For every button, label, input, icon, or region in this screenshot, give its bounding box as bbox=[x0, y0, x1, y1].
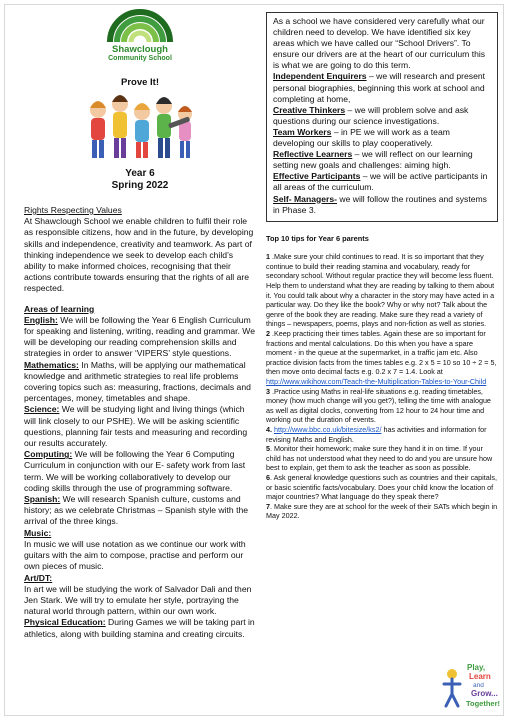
tip-item bbox=[266, 329, 498, 387]
area-text: In Maths, will be applying our mathematical knowledge and arithmetic strategies to real life problems covering topics such as: measuring, fractions, decimals and percentages, money, timetables and shape. bbox=[24, 359, 251, 404]
tip-item bbox=[266, 252, 498, 329]
driver-label: Reflective Learners bbox=[273, 149, 353, 160]
driver-text: – we will be active participants in all areas of the curriculum. bbox=[273, 171, 488, 193]
play-logo-line1: Play, bbox=[467, 663, 486, 672]
area-text: We will be studying light and living things (which will link closely to our PSHE). We will be asking scientific questions, planning fair tests and measuring and recording our results accurately. bbox=[24, 404, 248, 449]
area-text: We will be following the Year 6 Computing Curriculum in conjunction with our E- safety work from last term. We will be working collaboratively to develop our coding skills through the use of programming software. bbox=[24, 449, 246, 493]
tip-number: 7 bbox=[266, 501, 270, 511]
area-pe bbox=[24, 617, 256, 639]
school-name: Shawclough bbox=[112, 44, 168, 56]
art-text: In art we will be studying the work of Salvador Dali and then Jen Stark. We will try to emulate her style, portraying the natural world through pattern, within our own work. bbox=[24, 583, 252, 617]
area-text: During Games we will be taking part in athletics, along with building stamina and creating circuits. bbox=[24, 617, 255, 639]
school-logo bbox=[105, 8, 175, 64]
school-motto: Prove It! bbox=[120, 77, 159, 88]
driver-text: – we will problem solve and ask questions during our science investigations. bbox=[273, 104, 469, 126]
term-label: Spring 2022 bbox=[111, 180, 169, 191]
driver-item bbox=[273, 194, 491, 216]
tip-number: 6 bbox=[266, 472, 270, 482]
children-illustration-icon bbox=[84, 90, 198, 164]
tip-item bbox=[266, 473, 498, 502]
tip-number: 5 bbox=[266, 444, 270, 454]
year-heading bbox=[24, 168, 256, 192]
area-label: Science: bbox=[24, 404, 60, 415]
music-heading: Music: bbox=[24, 527, 52, 538]
area-english bbox=[24, 315, 256, 360]
left-body bbox=[24, 205, 256, 640]
driver-text: – we will reflect on our learning setting new goals and challenges: aiming high. bbox=[273, 149, 473, 171]
area-science bbox=[24, 404, 256, 449]
driver-label: Team Workers bbox=[273, 126, 332, 137]
area-label: Mathematics: bbox=[24, 359, 79, 370]
tip-number: 4. bbox=[266, 424, 272, 434]
tip-number: 2 bbox=[266, 329, 270, 339]
tip-number: 1 bbox=[266, 252, 270, 262]
tip-item bbox=[266, 425, 498, 444]
play-logo-line2: Learn bbox=[469, 672, 491, 681]
tip-text: . Monitor their homework; make sure they hand it in on time. If your child has not understood what they need to do and you are unsure how best to explain, get them to ask the teacher as soon as possible. bbox=[266, 444, 493, 473]
driver-text: – in PE we will work as a team developing our skills to play cooperatively. bbox=[273, 126, 450, 149]
parent-tips bbox=[266, 234, 498, 521]
tip-text: has activities and information for revising Maths and English. bbox=[266, 424, 487, 444]
tip-text: .Practice using Maths in real-life situations e.g. reading timetables, money (how much change will you get?), telling the time with analogue as well as digital clocks, converting from 12 hour to 24 hour time and working out the duration of events. bbox=[266, 386, 491, 425]
driver-text: we will follow the routines and systems in Phase 3. bbox=[273, 193, 487, 215]
play-logo-line5: Together! bbox=[466, 699, 501, 708]
rights-text: At Shawclough School we enable children to fulfil their role as responsible citizens, how and in the future, by developing skills and independence, creativity and teamwork. As part of thinking independence we seek to develop each child’s ability to make informed choices, recognising that their actions contribute towards ensuring that the rights of all are respected. bbox=[24, 216, 254, 294]
play-logo-line3: and bbox=[473, 682, 484, 689]
school-drivers-box bbox=[266, 12, 498, 222]
wikihow-link[interactable]: http://www.wikihow.com/Teach-the-Multiplication-Tables-to-Your-Child bbox=[266, 377, 487, 386]
driver-label: Self- Managers- bbox=[273, 193, 337, 204]
tip-item bbox=[266, 444, 498, 473]
child-figure-icon bbox=[444, 669, 460, 706]
rights-heading: Rights Respecting Values bbox=[24, 205, 122, 215]
tip-text: .Make sure your child continues to read. It is so important that they continue to build their reading stamina and vocabulary, ready for secondary school. Without regular practice they will become less fluent. Help them to understand what they are reading by talking to them about it. You could talk about why a character in the story may have acted in a particular way. Do they like the book? Why or why not? Talk about the genre of the book they are reading. Make sure they read a variety of things – newspapers, poems, plays and non-fiction as well as stories. bbox=[266, 252, 495, 329]
area-computing bbox=[24, 449, 256, 494]
area-label: English: bbox=[24, 314, 58, 325]
music-text: In music we will use notation as we continue our work with guitars with the aim to compose, practise and perform our own pieces of music. bbox=[24, 538, 246, 572]
tip-text: .Keep practicing their times tables. Again these are so important for fractions and mental calculations. Do this when you have a spare moment - in the queue at the supermarket, in a traffic jam etc. Also practice division facts from the times tables e.g. 2 x 5 = 10 so 10 ÷ 2 = 5, then move onto decimal facts e.g. 0.2 x 7 = 1.4. Look at bbox=[266, 329, 497, 377]
driver-label: Independent Enquirers bbox=[273, 71, 367, 82]
area-label: Spanish: bbox=[24, 494, 61, 505]
area-text: We will research Spanish culture, customs and history; as we celebrate Christmas – Spanish style with the arrival of the three kings. bbox=[24, 494, 249, 527]
driver-item bbox=[273, 105, 491, 127]
driver-item bbox=[273, 171, 491, 193]
driver-label: Creative Thinkers bbox=[273, 104, 346, 115]
driver-item bbox=[273, 71, 491, 104]
driver-label: Effective Participants bbox=[273, 171, 361, 182]
tip-item bbox=[266, 502, 498, 521]
area-spanish bbox=[24, 494, 256, 528]
play-logo-line4: Grow... bbox=[471, 689, 498, 698]
play-learn-grow-logo bbox=[440, 660, 502, 716]
area-text: We will be following the Year 6 English Curriculum for speaking and listening, writing, reading and grammar. We will be developing our reading comprehension skills and strategies in order to answer ‘VIPERS’ style questions. bbox=[24, 314, 256, 359]
drivers-intro: As a school we have considered very carefully what our children need to develop. We have identified six key areas which we have called our “School Drivers”. To ensure our drivers are at the heart of our curriculum this is what we are going to do this term. bbox=[273, 16, 486, 71]
driver-item bbox=[273, 149, 491, 171]
bitesize-link[interactable]: http://www.bbc.co.uk/bitesize/ks2/ bbox=[274, 424, 382, 434]
year-label: Year 6 bbox=[125, 168, 155, 179]
driver-item bbox=[273, 127, 491, 149]
areas-heading: Areas of learning bbox=[24, 303, 95, 314]
art-heading: Art/DT: bbox=[24, 572, 53, 583]
area-label: Computing: bbox=[24, 449, 73, 460]
driver-text: – we will research and present personal biographies, beginning this work at school and completing at home, bbox=[273, 71, 486, 104]
right-column bbox=[266, 12, 498, 521]
tip-text: . Make sure they are at school for the week of their SATs which begin in May 2022. bbox=[266, 501, 498, 521]
tip-number: 3 bbox=[266, 386, 270, 396]
area-label: Physical Education: bbox=[24, 617, 106, 628]
area-maths bbox=[24, 360, 256, 405]
tip-text: . Ask general knowledge questions such as countries and their capitals, or basic scientific facts/vocabulary. Does your child know the location of major countries? What language do they speak there? bbox=[266, 472, 497, 502]
tip-item bbox=[266, 387, 498, 425]
rainbow-logo-icon bbox=[105, 8, 175, 42]
tips-title: Top 10 tips for Year 6 parents bbox=[266, 233, 369, 243]
school-subtitle: Community School bbox=[108, 55, 172, 63]
